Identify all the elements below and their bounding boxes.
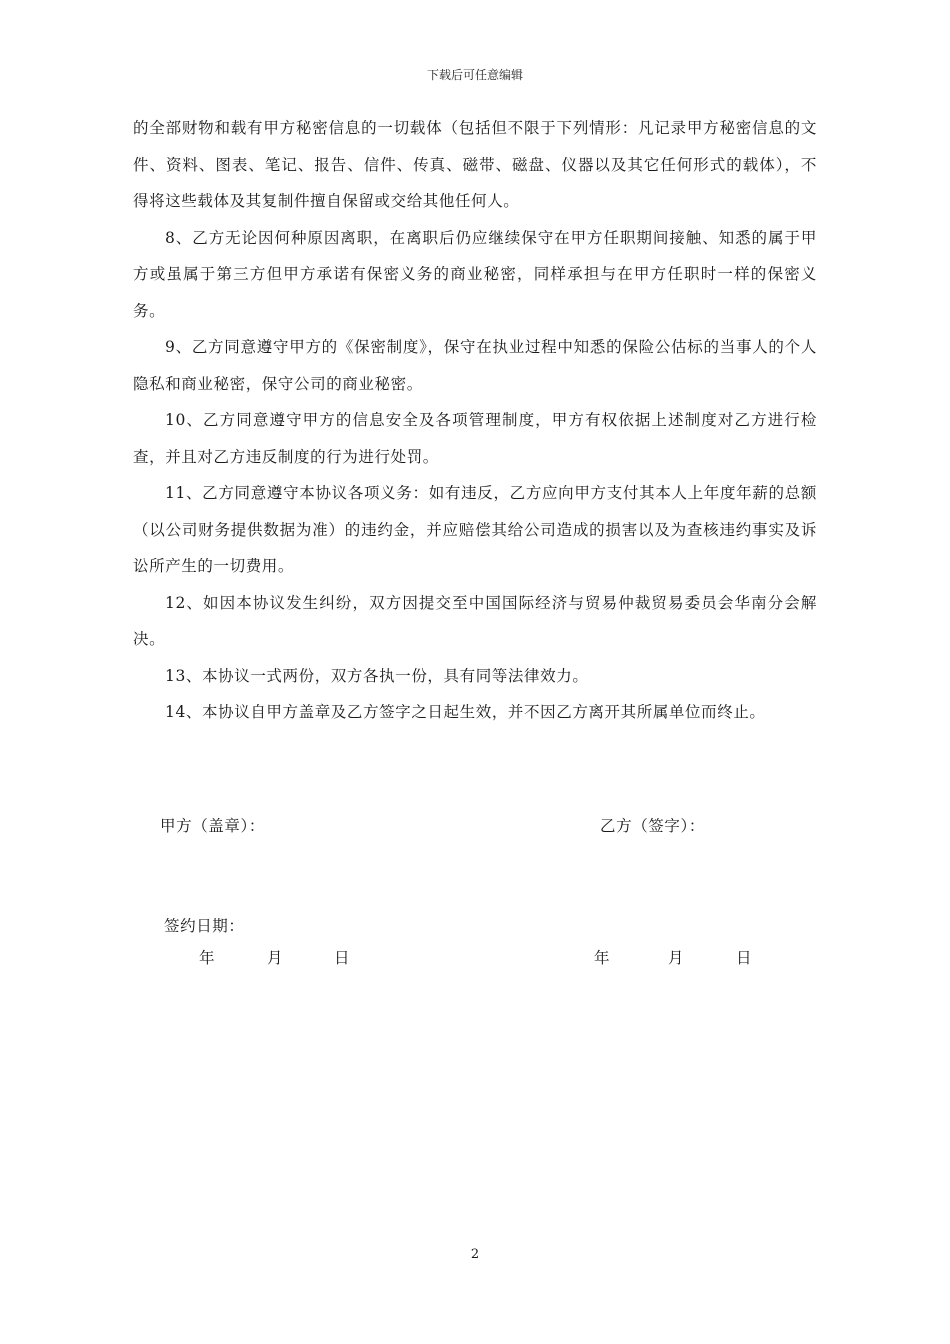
page-number: 2 [470,1247,480,1262]
party-b-year: 年 [594,949,610,967]
signing-date-label: 签约日期： [164,917,245,935]
party-a-month: 月 [267,949,283,967]
paragraph-clause-12: 12、如因本协议发生纠纷，双方因提交至中国国际经济与贸易仲裁贸易委员会华南分会解决。 [133,593,817,648]
party-a-year: 年 [199,949,215,967]
party-b-signature-label: 乙方（签字）： [600,817,705,835]
paragraph-clause-14: 14、本协议自甲方盖章及乙方签字之日起生效，并不因乙方离开其所属单位而终止。 [165,703,766,721]
party-b-month: 月 [668,949,684,967]
paragraph-clause-13: 13、本协议一式两份，双方各执一份，具有同等法律效力。 [165,666,589,685]
paragraph-clause-11: 11、乙方同意遵守本协议各项义务：如有违反，乙方应向甲方支付其本人上年度年薪的总额（以公司财务提供数据为准）的违约金，并应赔偿其给公司造成的损害以及为查核违约事实及诉讼所产生的一切费用。 [133,484,817,575]
party-a-day: 日 [334,949,350,967]
paragraph-continuation: 的全部财物和载有甲方秘密信息的一切载体（包括但不限于下列情形：凡记录甲方秘密信息的文件、资料、图表、笔记、报告、信件、传真、磁带、磁盘、仪器以及其它任何形式的载体），不得将这些载体及其复制件擅自保留或交给其他任何人。 [133,119,817,210]
paragraph-clause-10: 10、乙方同意遵守甲方的信息安全及各项管理制度，甲方有权依据上述制度对乙方进行检查，并且对乙方违反制度的行为进行处罚。 [133,411,817,466]
paragraph-clause-8: 8、乙方无论因何种原因离职，在离职后仍应继续保守在甲方任职期间接触、知悉的属于甲方或虽属于第三方但甲方承诺有保密义务的商业秘密，同样承担与在甲方任职时一样的保密义务。 [133,228,817,320]
party-a-seal-label: 甲方（盖章）： [160,817,265,835]
document-body [133,110,817,731]
paragraph-clause-9: 9、乙方同意遵守甲方的《保密制度》，保守在执业过程中知悉的保险公估标的当事人的个人隐私和商业秘密，保守公司的商业秘密。 [133,338,817,393]
page-header: 下载后可任意编辑 [426,68,523,82]
party-b-day: 日 [736,949,752,967]
